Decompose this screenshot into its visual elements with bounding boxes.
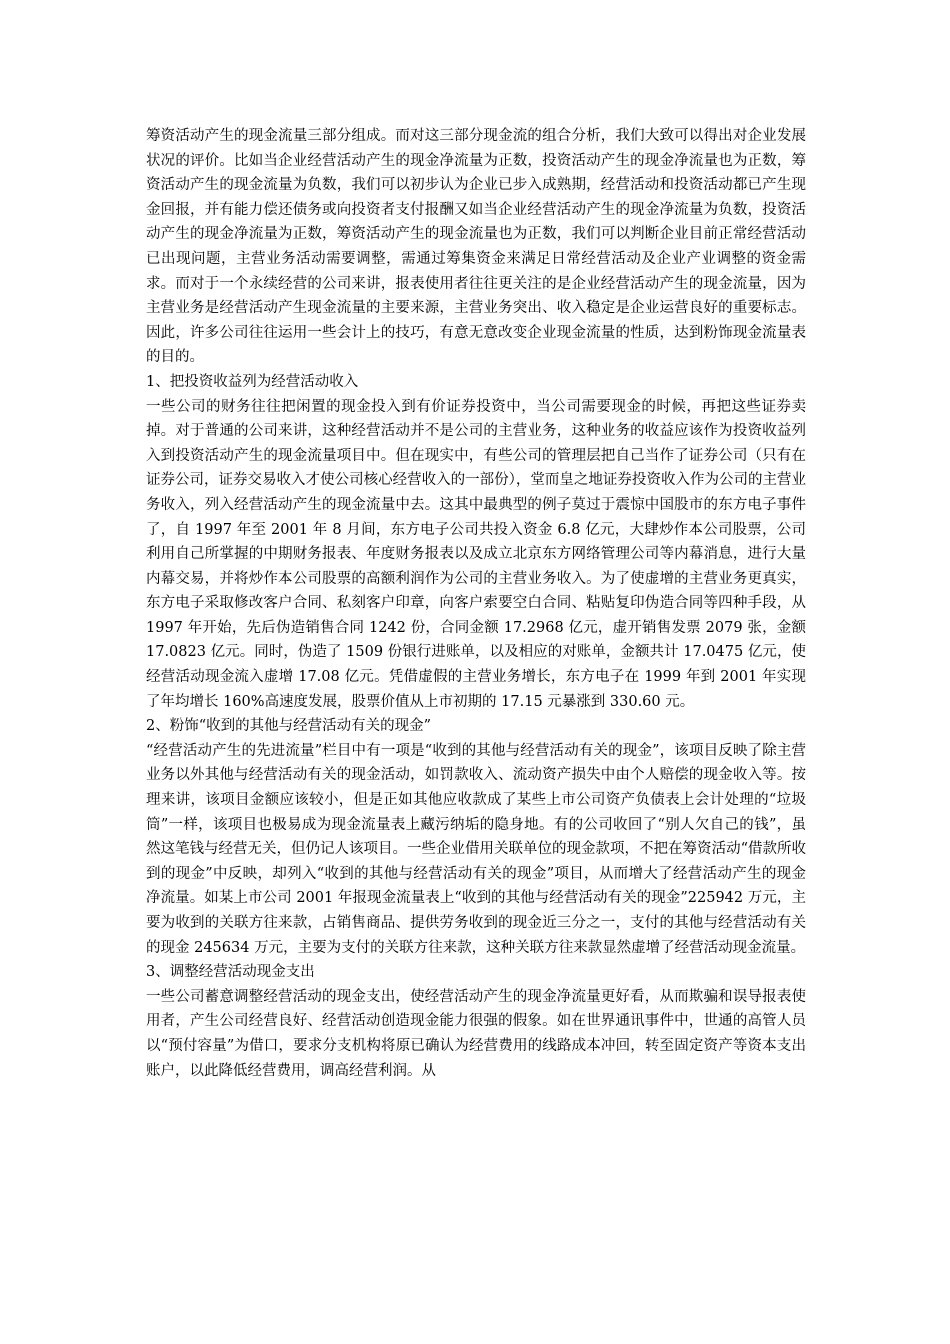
document-page	[146, 124, 806, 1083]
section-3-heading: 3、调整经营活动现金支出	[146, 964, 315, 981]
section-1-body: 一些公司的财务往往把闲置的现金投入到有价证券投资中，当公司需要现金的时候，再把这些证券卖掉。对于普通的公司来讲，这种经营活动并不是公司的主营业务，这种业务的收益应该作为投资收益列入到投资活动产生的现金流量项目中。但在现实中，有些公司的管理层把自己当作了证券公司（只有在证券公司，证券交易收入才使公司核心经营收入的一部份），堂而皇之地证券投资收入作为公司的主营业务收入，列入经营活动产生的现金流量中去。这其中最典型的例子莫过于震惊中国股市的东方电子事件了，自 1997 年至 2001 年 8 月间，东方电子公司共投入资金 6.8 亿元，大肆炒作本公司股票，公司利用自己所掌握的中期财务报表、年度财务报表以及成立北京东方网络管理公司等内幕消息，进行大量内幕交易，并将炒作本公司股票的高额利润作为公司的主营业务收入。为了使虚增的主营业务更真实，东方电子采取修改客户合同、私刻客户印章，向客户索要空白合同、粘贴复印伪造合同等四种手段，从 1997 年开始，先后伪造销售合同 1242 份，合同金额 17.2968 亿元，虚开销售发票 2079 张，金额 17.0823 亿元。同时，伪造了 1509 份银行进账单，以及相应的对账单，金额共计 17.0475 亿元，使经营活动现金流入虚增 17.08 亿元。凭借虚假的主营业务增长，东方电子在 1999 年到 2001 年实现了年均增长 160%高速度发展，股票价值从上市初期的 17.15 元暴涨到 330.60 元。	[146, 398, 806, 710]
section-2-heading: 2、粉饰“收到的其他与经营活动有关的现金”	[146, 718, 432, 735]
intro-paragraph: 筹资活动产生的现金流量三部分组成。而对这三部分现金流的组合分析，我们大致可以得出对企业发展状况的评价。比如当企业经营活动产生的现金净流量为正数，投资活动产生的现金净流量也为正数，筹资活动产生的现金流量为负数，我们可以初步认为企业已步入成熟期，经营活动和投资活动都已产生现金回报，并有能力偿还债务或向投资者支付报酬又如当企业经营活动产生的现金净流量为负数，投资活动产生的现金净流量为正数，筹资活动产生的现金流量也为正数，我们可以判断企业目前正常经营活动已出现问题，主营业务活动需要调整，需通过筹集资金来满足日常经营活动及企业产业调整的资金需求。而对于一个永续经营的公司来讲，报表使用者往往更关注的是企业经营活动产生的现金流量，因为主营业务是经营活动产生现金流量的主要来源，主营业务突出、收入稳定是企业运营良好的重要标志。因此，许多公司往往运用一些会计上的技巧，有意无意改变企业现金流量的性质，达到粉饰现金流量表的目的。	[146, 128, 806, 366]
section-2-body: “经营活动产生的先进流量”栏目中有一项是“收到的其他与经营活动有关的现金”，该项目反映了除主营业务以外其他与经营活动有关的现金活动，如罚款收入、流动资产损失中由个人赔偿的现金收入等。按理来讲，该项目金额应该较小，但是正如其他应收款成了某些上市公司资产负债表上会计处理的“垃圾筒”一样，该项目也极易成为现金流量表上藏污纳垢的隐身地。有的公司收回了“别人欠自己的钱”，虽然这笔钱与经营无关，但仍记人该项目。一些企业借用关联单位的现金款项，不把在筹资活动“借款所收到的现金”中反映，却列入“收到的其他与经营活动有关的现金”项目，从而增大了经营活动产生的现金净流量。如某上市公司 2001 年报现金流量表上“收到的其他与经营活动有关的现金”225942 万元，主要为收到的关联方往来款，占销售商品、提供劳务收到的现金近三分之一，支付的其他与经营活动有关的现金 245634 万元，主要为支付的关联方往来款，这种关联方往来款显然虚增了经营活动现金流量。	[146, 742, 806, 956]
section-3-body: 一些公司蓄意调整经营活动的现金支出，使经营活动产生的现金净流量更好看，从而欺骗和误导报表使用者，产生公司经营良好、经营活动创造现金能力很强的假象。如在世界通讯事件中，世通的高管人员以“预付容量”为借口，要求分支机构将原已确认为经营费用的线路成本冲回，转至固定资产等资本支出账户，以此降低经营费用，调高经营利润。从	[146, 988, 806, 1079]
section-1-heading: 1、把投资收益列为经营活动收入	[146, 373, 359, 390]
